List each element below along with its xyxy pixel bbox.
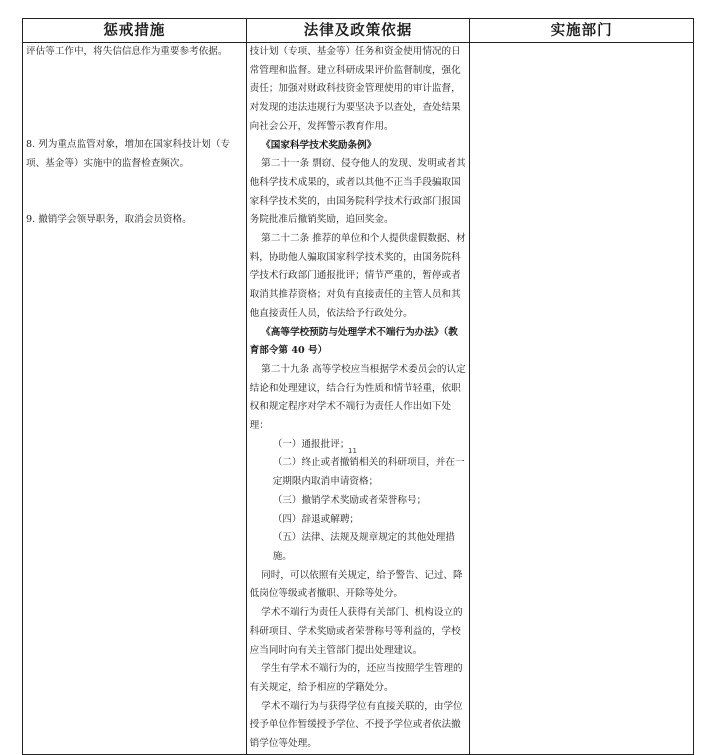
legal-paragraph: （五）法律、法规及规章规定的其他处理措施。: [272, 532, 455, 562]
legal-basis-text: [247, 43, 470, 754]
table-header-row: [23, 19, 694, 43]
document-page: [22, 18, 694, 755]
legal-paragraph: 学术不端行为与获得学位有直接关联的，由学位授予单位作暂缓授予学位、不授予学位或者依法撤销学位等处理。: [249, 700, 463, 750]
measure-item: 评估等工作中，将失信信息作为重要参考依据。: [26, 46, 228, 57]
spacer: [26, 99, 244, 136]
policy-table: [22, 18, 694, 755]
measures-cell: [23, 43, 247, 755]
legal-paragraph: 第二十九条 高等学校应当根据学术委员会的认定结论和处理建议，结合行为性质和情节轻重，依职权和规定程序对学术不端行为责任人作出如下处理：: [249, 363, 466, 432]
legal-paragraph: （四）辞退或解聘；: [272, 513, 360, 525]
legal-paragraph: 学生有学术不端行为的，还应当按照学生管理的有关规定，给予相应的学籍处分。: [249, 663, 463, 693]
header-implementing-department: 实施部门: [470, 19, 694, 43]
table-row: [23, 43, 694, 755]
legal-basis-cell: [246, 43, 470, 755]
legal-paragraph: 学术不端行为责任人获得有关部门、机构设立的科研项目、学术奖励或者荣誉称号等利益的，学校应当同时向有关主管部门提出处理建议。: [249, 607, 463, 656]
department-cell: [470, 43, 694, 755]
header-punishment-measures: 惩戒措施: [23, 19, 247, 43]
spacer: [26, 62, 244, 99]
measure-item: 8. 列为重点监管对象，增加在国家科技计划（专项、基金等）实施中的监督检查频次。: [26, 139, 231, 170]
legal-paragraph: （三）撤销学术奖励或者荣誉称号；: [272, 494, 427, 506]
spacer: [26, 174, 244, 211]
legal-paragraph: 第二十二条 推荐的单位和个人提供虚假数据、材料，协助他人骗取国家科学技术奖的，由国务院科学技术行政部门通报批评；情节严重的，暂停或者取消其推荐资格；对负有直接责任的主管人员和其他直接责任人员，依法给予行政处分。: [249, 233, 466, 319]
legal-paragraph: 技计划（专项、基金等）任务和资金使用情况的日常管理和监督。建立科研成果评价监督制度，强化责任；加强对财政科技资金管理使用的审计监督，对发现的违法违规行为要坚决予以查处，查处结果向社会公开，发挥警示教育作用。: [249, 46, 461, 132]
measures-text: [23, 43, 246, 230]
page-number: 11: [348, 447, 357, 455]
legal-paragraph: （二）终止或者撤销相关的科研项目，并在一定期限内取消申请资格；: [272, 457, 465, 488]
legal-paragraph: 第二十一条 剽窃、侵夺他人的发现、发明或者其他科学技术成果的，或者以其他不正当手段骗取国家科学技术奖的，由国务院科学技术行政部门报国务院批准后撤销奖励，追回奖金。: [249, 158, 466, 226]
measure-item: 9. 撤销学会领导职务，取消会员资格。: [26, 214, 192, 226]
legal-paragraph: （一）通报批评；: [272, 438, 350, 450]
regulation-title: 《高等学校预防与处理学术不端行为办法》（教育部令第 40 号）: [249, 326, 458, 357]
header-legal-basis: 法律及政策依据: [246, 19, 470, 43]
regulation-title: 《国家科学技术奖励条例》: [261, 139, 377, 151]
legal-paragraph: 同时，可以依照有关规定，给予警告、记过、降低岗位等级或者撤职、开除等处分。: [249, 569, 463, 600]
